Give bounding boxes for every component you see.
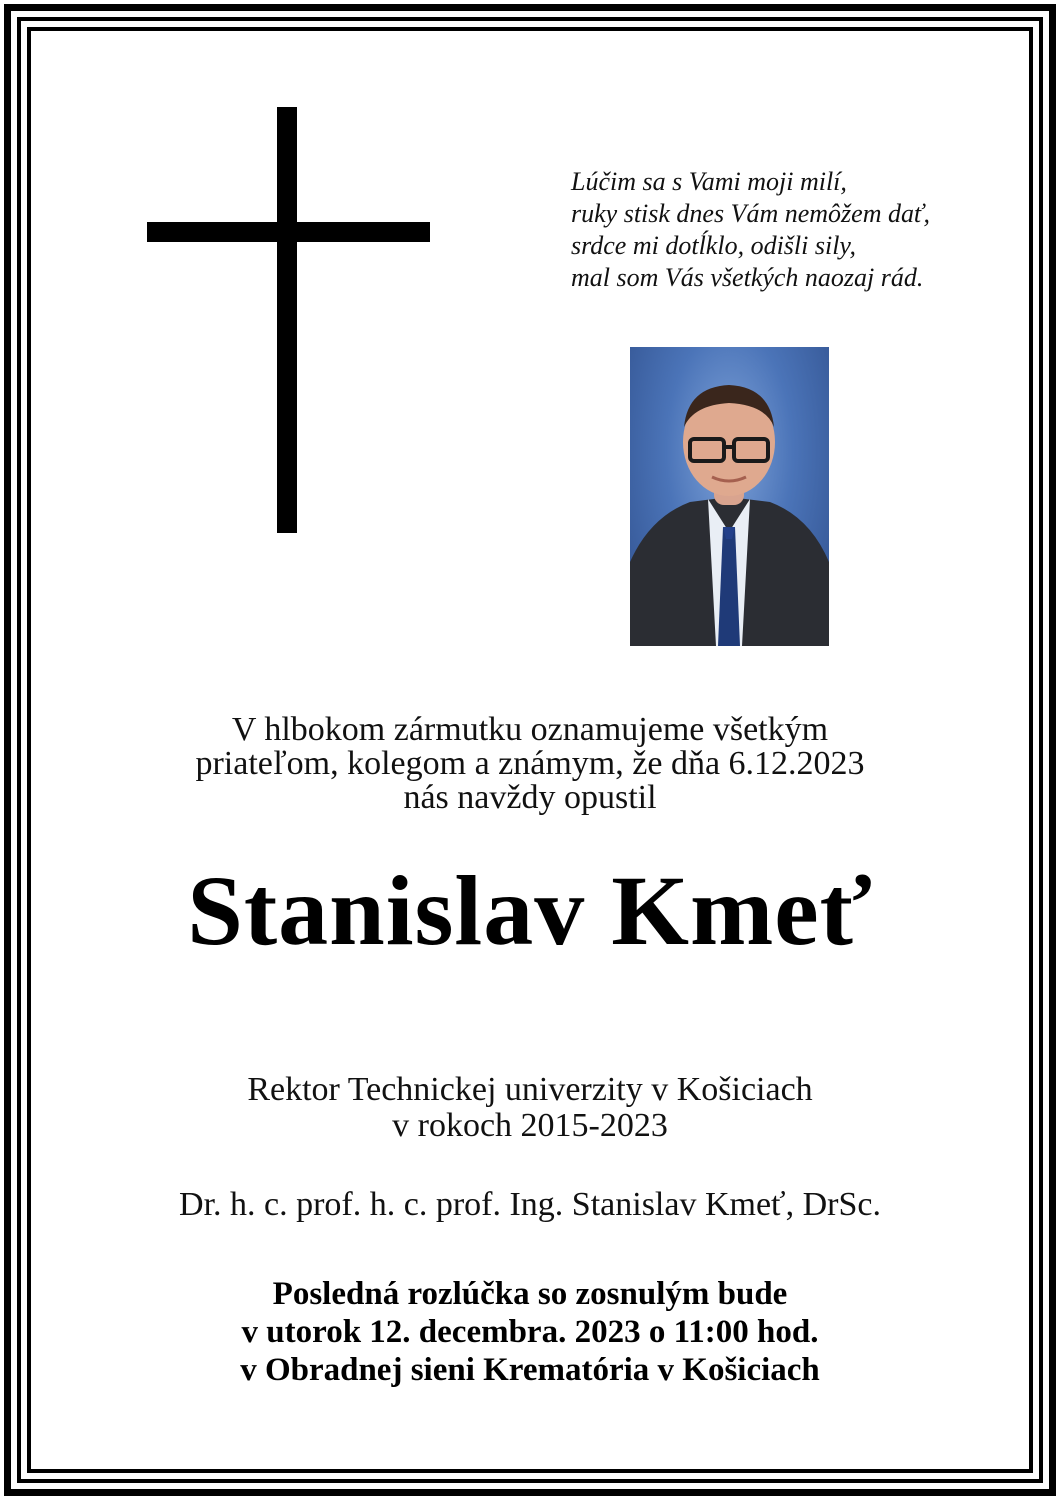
portrait-photo xyxy=(630,347,829,646)
deceased-role xyxy=(60,1072,1000,1144)
announcement-line: priateľom, kolegom a známym, že dňa 6.12.2023 xyxy=(195,745,865,782)
farewell-poem xyxy=(571,166,1011,294)
portrait-illustration xyxy=(630,347,829,646)
funeral-line: Posledná rozlúčka so zosnulým bude xyxy=(272,1276,788,1312)
announcement-text xyxy=(60,713,1000,815)
role-line: v rokoch 2015-2023 xyxy=(392,1107,668,1144)
deceased-full-title: Dr. h. c. prof. h. c. prof. Ing. Stanislav Kmeť, DrSc. xyxy=(179,1186,881,1223)
announcement-line: V hlbokom zármutku oznamujeme všetkým xyxy=(231,711,829,748)
funeral-line: v Obradnej sieni Krematória v Košiciach xyxy=(240,1352,820,1388)
poem-line: mal som Vás všetkých naozaj rád. xyxy=(571,263,924,292)
deceased-name: Stanislav Kmeť xyxy=(187,855,873,966)
poem-line: Lúčim sa s Vami moji milí, xyxy=(571,167,847,196)
announcement-line: nás navždy opustil xyxy=(403,779,657,816)
funeral-line: v utorok 12. decembra. 2023 o 11:00 hod. xyxy=(241,1314,819,1350)
cross-vertical-bar xyxy=(277,107,297,533)
role-line: Rektor Technickej univerzity v Košiciach xyxy=(247,1071,813,1108)
poem-line: srdce mi dotĺklo, odišli sily, xyxy=(571,231,857,260)
cross-horizontal-bar xyxy=(147,222,430,242)
funeral-details xyxy=(60,1275,1000,1389)
poem-line: ruky stisk dnes Vám nemôžem dať, xyxy=(571,199,930,228)
